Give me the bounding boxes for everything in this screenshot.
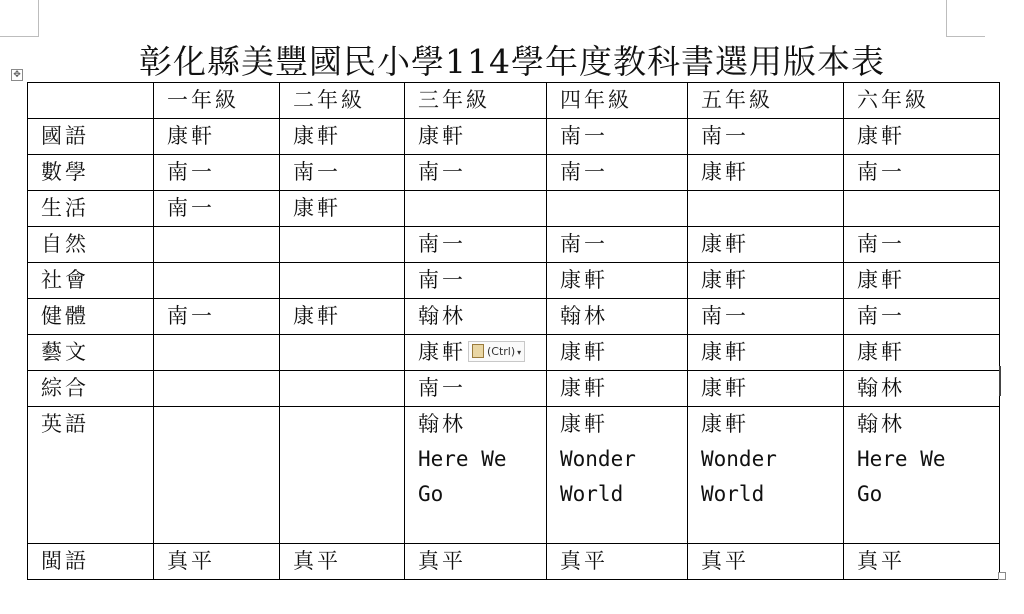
series-text: Wonder	[701, 447, 777, 471]
table-cell[interactable]: 南一	[405, 263, 547, 299]
paste-options-label: (Ctrl)	[487, 345, 516, 358]
header-cell-grade-1[interactable]: 一年級	[154, 83, 280, 119]
table-cell[interactable]	[405, 407, 547, 544]
table-cell[interactable]	[405, 191, 547, 227]
table-cell[interactable]: 康軒	[547, 335, 688, 371]
table-cell[interactable]: 康軒	[844, 263, 1000, 299]
publisher-text: 翰林	[857, 412, 905, 436]
table-cell[interactable]: 南一	[154, 299, 280, 335]
table-cell[interactable]	[154, 227, 280, 263]
series-text: Wonder	[560, 447, 636, 471]
table-cell[interactable]: 康軒	[844, 335, 1000, 371]
page-corner-mark-top-right	[946, 0, 985, 37]
table-cell[interactable]	[405, 335, 547, 371]
publisher-text: 康軒	[701, 412, 749, 436]
header-cell-grade-3[interactable]: 三年級	[405, 83, 547, 119]
textbook-version-table	[27, 82, 1000, 580]
table-cell[interactable]	[280, 263, 405, 299]
table-cell[interactable]: 康軒	[688, 335, 844, 371]
table-cell[interactable]: 康軒	[547, 263, 688, 299]
table-cell[interactable]: 南一	[688, 299, 844, 335]
header-cell-grade-2[interactable]: 二年級	[280, 83, 405, 119]
table-cell[interactable]: 南一	[844, 227, 1000, 263]
subject-cell[interactable]: 藝文	[28, 335, 154, 371]
table-cell[interactable]: 南一	[154, 191, 280, 227]
subject-cell[interactable]: 英語	[28, 407, 154, 544]
table-cell[interactable]: 康軒	[844, 119, 1000, 155]
series-text: Go	[418, 482, 444, 506]
publisher-text: 翰林	[418, 412, 466, 436]
subject-cell[interactable]: 健體	[28, 299, 154, 335]
table-row	[28, 155, 1000, 191]
table-cell[interactable]: 康軒	[280, 299, 405, 335]
table-cell[interactable]: 真平	[844, 544, 1000, 580]
table-cell[interactable]: 真平	[688, 544, 844, 580]
table-cell[interactable]: 康軒	[688, 263, 844, 299]
table-cell[interactable]: 翰林	[844, 371, 1000, 407]
table-cell[interactable]: 南一	[154, 155, 280, 191]
table-resize-handle[interactable]	[998, 572, 1006, 580]
table-cell-text: 康軒	[418, 340, 466, 364]
table-row	[28, 335, 1000, 371]
table-row	[28, 227, 1000, 263]
table-cell[interactable]: 南一	[844, 299, 1000, 335]
table-row	[28, 299, 1000, 335]
subject-cell[interactable]: 生活	[28, 191, 154, 227]
table-cell[interactable]	[688, 191, 844, 227]
publisher-text: 康軒	[560, 412, 608, 436]
table-row	[28, 191, 1000, 227]
header-cell-corner[interactable]	[28, 83, 154, 119]
subject-cell[interactable]: 自然	[28, 227, 154, 263]
table-cell[interactable]	[280, 227, 405, 263]
subject-cell[interactable]: 數學	[28, 155, 154, 191]
header-cell-grade-6[interactable]: 六年級	[844, 83, 1000, 119]
table-cell[interactable]: 真平	[405, 544, 547, 580]
table-cell[interactable]: 康軒	[405, 119, 547, 155]
table-cell[interactable]: 康軒	[154, 119, 280, 155]
table-cell[interactable]: 南一	[844, 155, 1000, 191]
table-row	[28, 407, 1000, 544]
table-cell[interactable]: 南一	[405, 371, 547, 407]
table-cell[interactable]: 康軒	[547, 371, 688, 407]
table-cell[interactable]: 南一	[547, 155, 688, 191]
subject-cell[interactable]: 國語	[28, 119, 154, 155]
table-cell[interactable]: 南一	[405, 227, 547, 263]
table-cell[interactable]: 真平	[280, 544, 405, 580]
table-cell[interactable]	[688, 407, 844, 544]
table-cell[interactable]: 康軒	[688, 155, 844, 191]
table-cell[interactable]	[844, 407, 1000, 544]
table-row	[28, 263, 1000, 299]
series-text: World	[701, 482, 765, 506]
chevron-down-icon: ▾	[517, 348, 522, 357]
column-edge-marker	[999, 366, 1001, 396]
table-cell[interactable]	[547, 191, 688, 227]
series-text: World	[560, 482, 624, 506]
table-cell[interactable]	[154, 407, 280, 544]
page-corner-mark-top-left	[0, 0, 39, 37]
table-cell[interactable]	[280, 407, 405, 544]
table-cell[interactable]	[844, 191, 1000, 227]
table-cell[interactable]	[280, 335, 405, 371]
table-cell[interactable]: 翰林	[405, 299, 547, 335]
table-cell[interactable]: 康軒	[280, 119, 405, 155]
table-cell[interactable]: 康軒	[688, 227, 844, 263]
table-row	[28, 119, 1000, 155]
series-text: Here We	[857, 447, 946, 471]
table-cell[interactable]	[280, 371, 405, 407]
table-cell[interactable]: 南一	[547, 227, 688, 263]
table-row	[28, 371, 1000, 407]
series-text: Go	[857, 482, 883, 506]
table-cell[interactable]: 南一	[405, 155, 547, 191]
table-move-handle-icon[interactable]: ✥	[11, 69, 23, 81]
header-cell-grade-5[interactable]: 五年級	[688, 83, 844, 119]
table-cell[interactable]: 翰林	[547, 299, 688, 335]
header-row	[28, 83, 1000, 119]
table-cell[interactable]	[154, 263, 280, 299]
table-cell[interactable]	[154, 335, 280, 371]
table-cell[interactable]: 康軒	[280, 191, 405, 227]
table-cell[interactable]: 南一	[280, 155, 405, 191]
table-cell[interactable]: 真平	[154, 544, 280, 580]
table-cell[interactable]: 南一	[547, 119, 688, 155]
table-cell[interactable]: 真平	[547, 544, 688, 580]
paste-options-button[interactable]	[468, 341, 525, 362]
table-row	[28, 544, 1000, 580]
document-title: 彰化縣美豐國民小學114學年度教科書選用版本表	[139, 42, 885, 81]
subject-cell[interactable]: 社會	[28, 263, 154, 299]
table-cell[interactable]: 南一	[688, 119, 844, 155]
table-cell[interactable]	[547, 407, 688, 544]
table-cell[interactable]: 康軒	[688, 371, 844, 407]
table-cell[interactable]	[154, 371, 280, 407]
header-cell-grade-4[interactable]: 四年級	[547, 83, 688, 119]
subject-cell[interactable]: 閩語	[28, 544, 154, 580]
clipboard-icon	[472, 344, 484, 358]
subject-cell[interactable]: 綜合	[28, 371, 154, 407]
series-text: Here We	[418, 447, 507, 471]
